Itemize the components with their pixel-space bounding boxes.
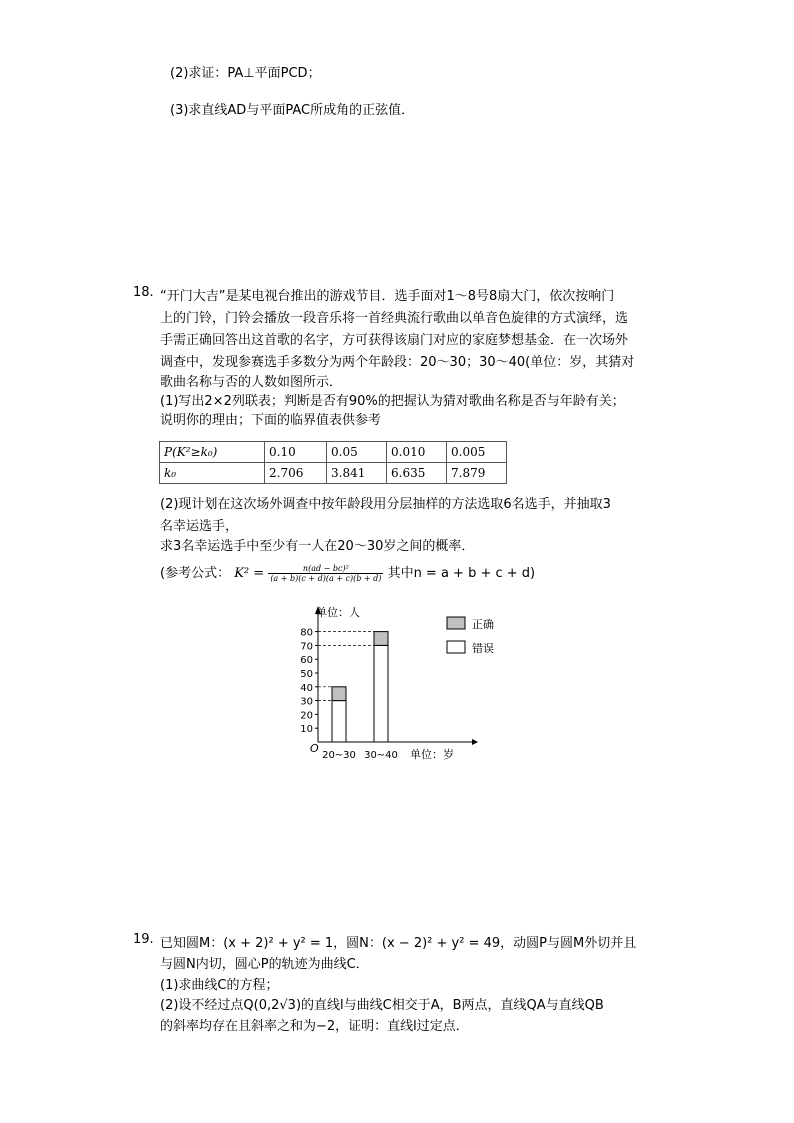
q17-part3: (3)求直线AD与平面PAC所成角的正弦值． bbox=[170, 103, 415, 118]
table-cell: 0.010 bbox=[387, 442, 447, 463]
formula-denominator: (a + b)(c + d)(a + c)(b + d) bbox=[270, 574, 382, 583]
q18-line1: “开门大吉”是某电视台推出的游戏节目．选手面对1～8号8扇大门，依次按响门 bbox=[160, 289, 615, 304]
legend-swatch-wrong bbox=[447, 641, 465, 653]
table-cell: 0.005 bbox=[447, 442, 507, 463]
q18-line5: 歌曲名称与否的人数如图所示． bbox=[160, 375, 343, 390]
formula-lhs: K² = bbox=[234, 566, 265, 581]
y-tick-label: 60 bbox=[300, 655, 313, 667]
table-cell: 0.05 bbox=[327, 442, 387, 463]
legend-label-wrong: 错误 bbox=[472, 642, 494, 655]
table-cell: k₀ bbox=[160, 463, 265, 484]
q18-part2-line2: 名幸运选手， bbox=[160, 519, 239, 534]
table-cell: P(K²≥k₀) bbox=[160, 442, 265, 463]
q19-part1: (1)求曲线C的方程； bbox=[160, 978, 279, 993]
table-cell: 7.879 bbox=[447, 463, 507, 484]
q19-line2: 与圆N内切，圆心P的轨迹为曲线C． bbox=[160, 957, 369, 972]
q19-part2-line2: 的斜率均存在且斜率之和为−2，证明：直线l过定点． bbox=[160, 1019, 469, 1034]
q19-number: 19. bbox=[133, 932, 154, 947]
y-axis-label: 单位：人 bbox=[316, 606, 360, 619]
q19-line1: 已知圆M：(x + 2)² + y² = 1，圆N：(x − 2)² + y² = 49，动圆P与圆M外切并且 bbox=[160, 936, 637, 951]
formula-fraction bbox=[268, 564, 383, 583]
table-cell: 3.841 bbox=[327, 463, 387, 484]
q18-number: 18. bbox=[133, 285, 154, 300]
table-row bbox=[160, 463, 507, 484]
bar-wrong bbox=[374, 645, 388, 742]
table-row bbox=[160, 442, 507, 463]
y-tick-label: 50 bbox=[300, 669, 313, 680]
q19-part2-line1: (2)设不经过点Q(0,2√3)的直线l与曲线C相交于A，B两点，直线QA与直线QB bbox=[160, 998, 604, 1013]
q18-line2: 上的门铃，门铃会播放一段音乐将一首经典流行歌曲以单音色旋律的方式演绎，选 bbox=[160, 311, 629, 326]
q18-part1-line1: (1)写出2×2列联表；判断是否有90%的把握认为猜对歌曲名称是否与年龄有关； bbox=[160, 394, 625, 409]
formula-suffix: 其中n = a + b + c + d) bbox=[387, 566, 536, 581]
y-tick-label: 20 bbox=[300, 710, 313, 722]
legend-swatch-correct bbox=[447, 617, 465, 629]
table-cell: 2.706 bbox=[265, 463, 327, 484]
table-cell: 0.10 bbox=[265, 442, 327, 463]
x-axis-label: 单位：岁 bbox=[410, 748, 454, 761]
q18-part2-line3: 求3名幸运选手中至少有一人在20～30岁之间的概率． bbox=[160, 539, 475, 554]
y-tick-label: 10 bbox=[300, 724, 313, 736]
y-tick-label: 70 bbox=[300, 641, 313, 653]
q18-line4: 调查中，发现参赛选手多数分为两个年龄段：20～30；30～40(单位：岁，其猜对 bbox=[160, 355, 635, 370]
bar-wrong bbox=[332, 701, 346, 742]
y-tick-label: 80 bbox=[300, 627, 313, 639]
q17-part2: (2)求证：PA⊥平面PCD； bbox=[170, 66, 321, 81]
formula-prefix: (参考公式： bbox=[160, 566, 231, 581]
formula-numerator: n(ad − bc)² bbox=[268, 564, 383, 574]
q18-line3: 手需正确回答出这首歌的名字，方可获得该扇门对应的家庭梦想基金．在一次场外 bbox=[160, 333, 629, 348]
q18-part1-line2: 说明你的理由；下面的临界值表供参考 bbox=[160, 413, 382, 428]
bar-correct bbox=[374, 632, 388, 646]
legend-label-correct: 正确 bbox=[472, 618, 494, 631]
y-tick-label: 40 bbox=[300, 682, 313, 694]
x-tick-label: 30~40 bbox=[364, 750, 398, 761]
x-tick-label: 20~30 bbox=[322, 750, 356, 761]
q18-part2-line1: (2)现计划在这次场外调查中按年龄段用分层抽样的方法选取6名选手，并抽取3 bbox=[160, 497, 611, 512]
table-cell: 6.635 bbox=[387, 463, 447, 484]
x-axis-arrow bbox=[472, 739, 478, 745]
y-tick-label: 30 bbox=[300, 696, 313, 708]
bar-chart bbox=[290, 600, 520, 770]
origin-label: O bbox=[310, 742, 319, 755]
critical-value-table bbox=[159, 441, 507, 484]
bar-correct bbox=[332, 687, 346, 701]
reference-formula bbox=[160, 562, 535, 583]
